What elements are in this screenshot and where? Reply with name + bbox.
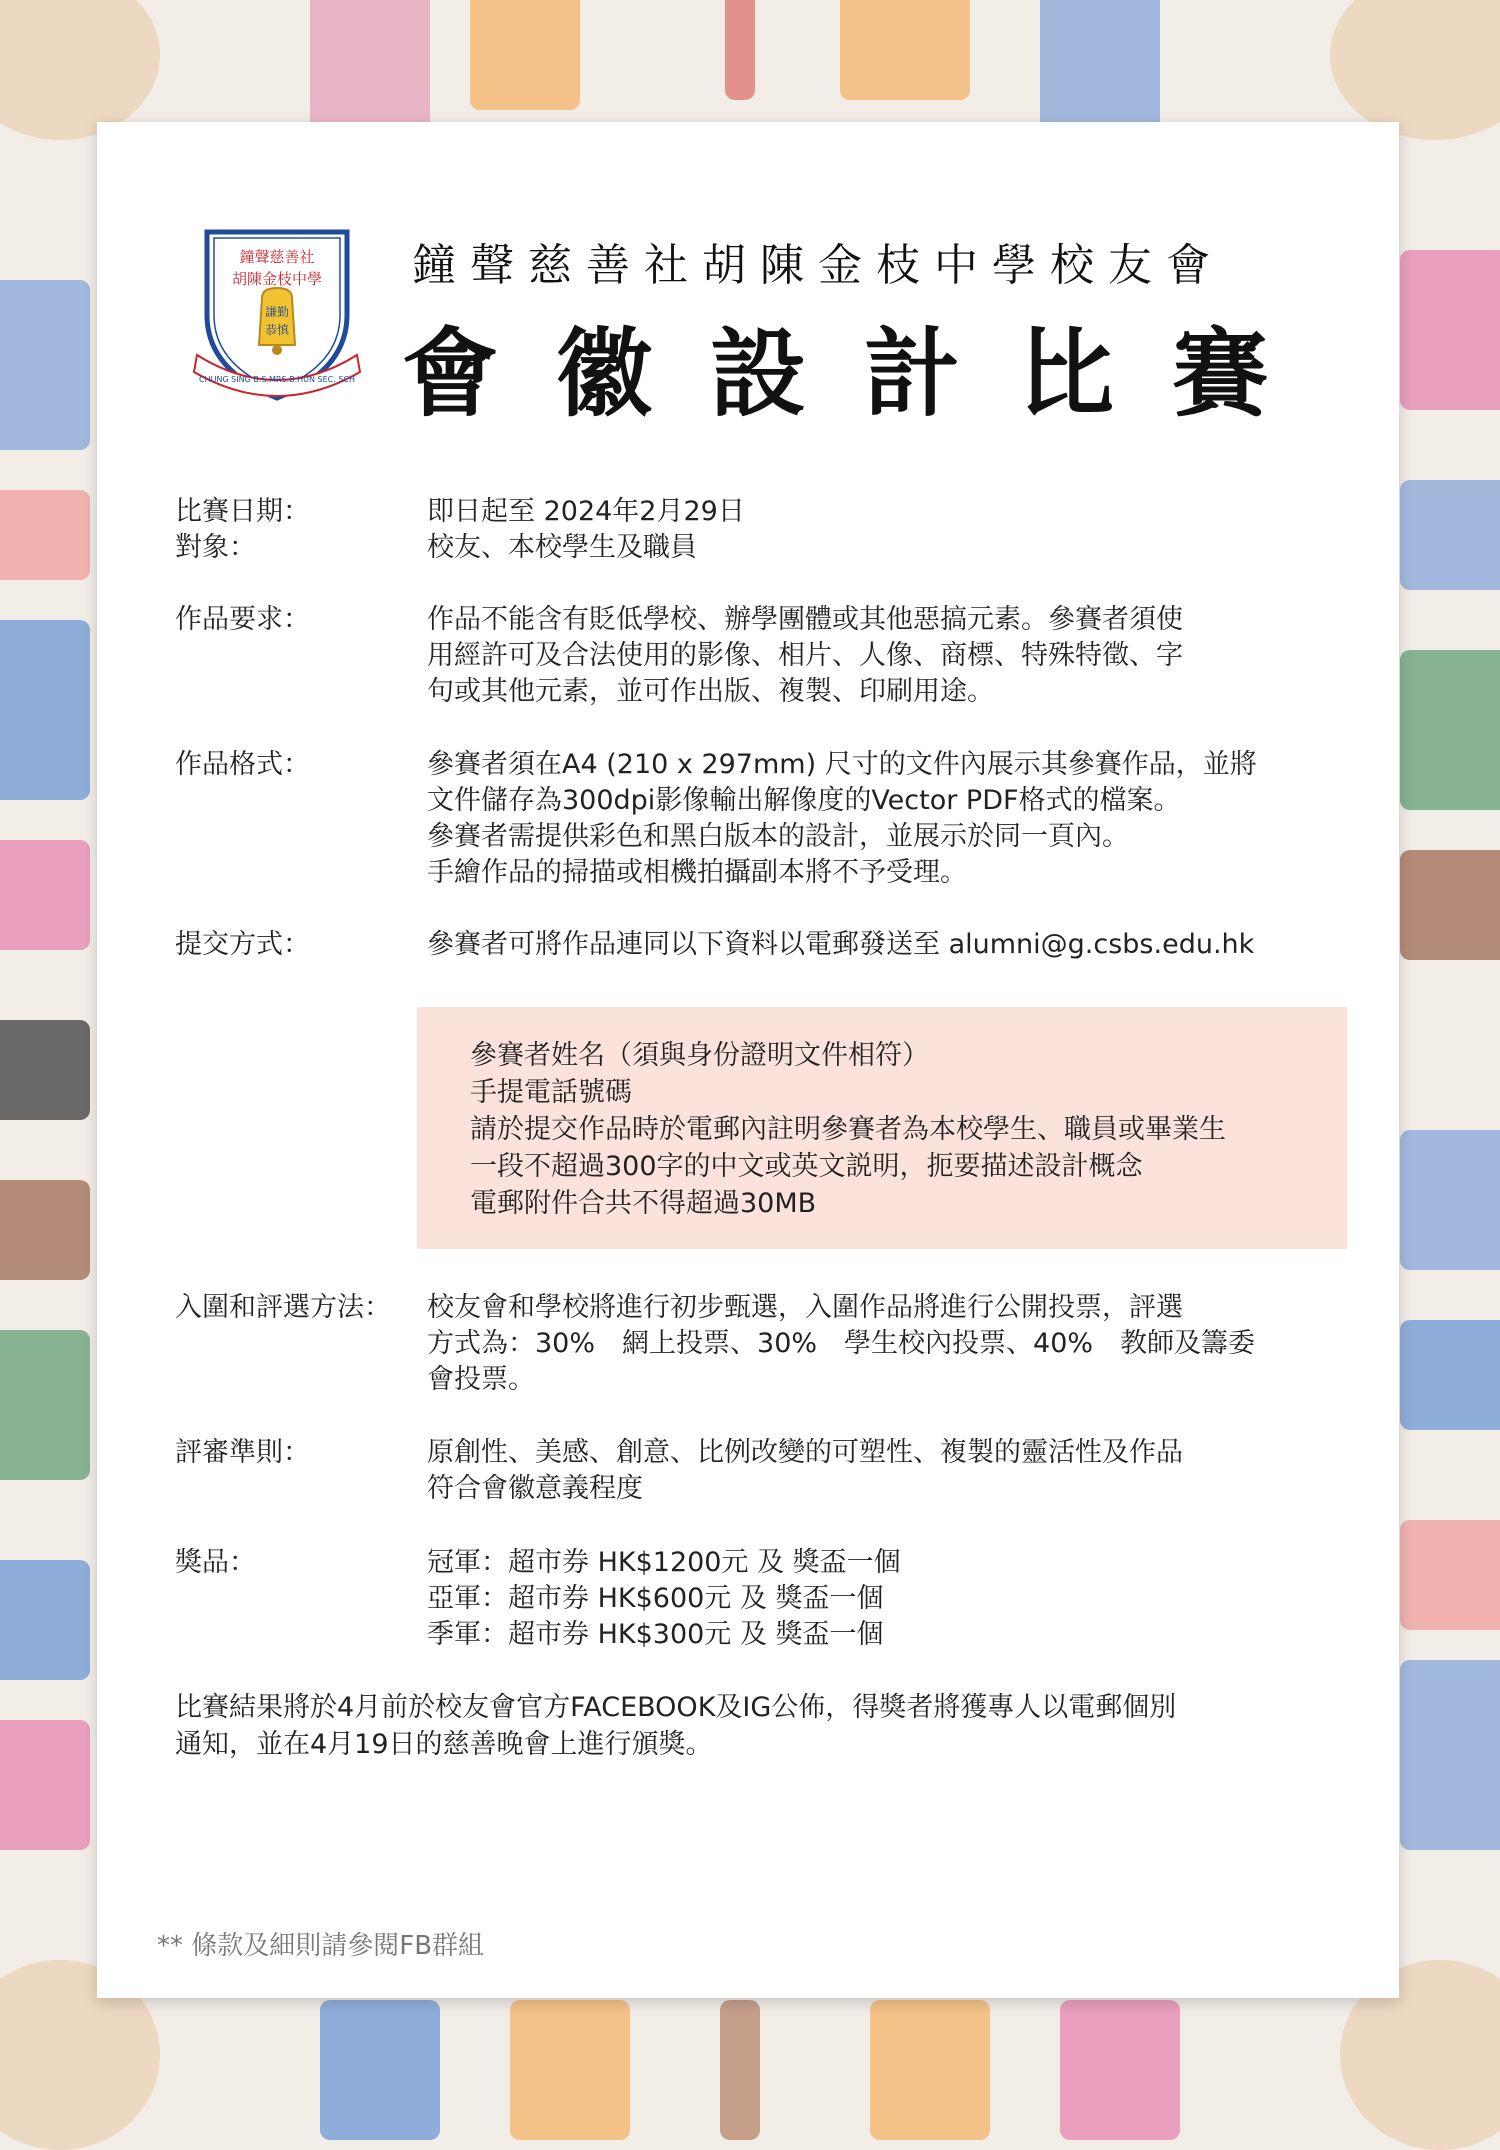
date-value: 即日起至 2024年2月29日 — [427, 496, 745, 527]
criteria-text: 原創性、美感、創意、比例改變的可塑性、複製的靈活性及作品 符合會徽意義程度 — [427, 1437, 1183, 1504]
list-item: 一段不超過300字的中文或英文説明，扼要描述設計概念 — [470, 1151, 1143, 1182]
logo-motto-2: 恭慎 — [264, 323, 290, 337]
list-item: 手提電話號碼 — [470, 1077, 632, 1108]
organizer-subtitle: 鐘聲慈善社胡陳金枝中學校友會 — [412, 240, 1224, 291]
submission-label: 提交方式： — [175, 929, 310, 960]
list-item: 請於提交作品時於電郵內註明參賽者為本校學生、職員或畢業生 — [470, 1114, 1226, 1145]
prize-champion: 冠軍：超市券 HK$1200元 及 獎盃一個 — [427, 1547, 901, 1578]
criteria-label: 評審準則： — [175, 1437, 310, 1468]
prize-third: 季軍：超市券 HK$300元 及 獎盃一個 — [427, 1619, 884, 1650]
list-item: 電郵附件合共不得超過30MB — [470, 1188, 817, 1219]
target-value: 校友、本校學生及職員 — [427, 532, 697, 563]
terms-footnote: ** 條款及細則請參閱FB群組 — [157, 1931, 485, 1961]
submission-items-box — [417, 1007, 1347, 1249]
submission-text: 參賽者可將作品連同以下資料以電郵發送至 alumni@g.csbs.edu.hk — [427, 929, 1255, 960]
poster-paper — [97, 122, 1399, 1998]
selection-label: 入圍和評選方法： — [175, 1292, 391, 1323]
logo-ribbon-text: CHUNG SING B.S.MRS.B.HUN SEC. SCH — [199, 375, 355, 384]
list-item: 參賽者姓名（須與身份證明文件相符） — [470, 1040, 929, 1071]
format-label: 作品格式： — [175, 749, 310, 780]
logo-name-bottom: 胡陳金枝中學 — [231, 270, 323, 288]
target-label: 對象： — [175, 532, 256, 563]
format-text: 參賽者須在A4 (210 x 297mm) 尺寸的文件內展示其參賽作品，並將 文件儲存為300dpi影像輸出解像度的Vector PDF格式的檔案。 參賽者需提供彩色和黑白版本的設計，並展示於同一頁內。 手繪作品的掃描或相機拍攝副本將不予受理。 — [427, 749, 1257, 888]
selection-text: 校友會和學校將進行初步甄選，入圍作品將進行公開投票，評選 方式為：30% 網上投票、30% 學生校內投票、40% 教師及籌委 會投票。 — [427, 1292, 1256, 1395]
prizes-text — [427, 1545, 1347, 1653]
prize-runner-up: 亞軍：超市券 HK$600元 及 獎盃一個 — [427, 1583, 884, 1614]
prizes-label: 獎品： — [175, 1547, 256, 1578]
school-logo-icon — [192, 220, 362, 405]
logo-motto-1: 謙勤 — [264, 305, 290, 319]
requirements-text: 作品不能含有貶低學校、辦學團體或其他惡搞元素。參賽者須使 用經許可及合法使用的影像、相片、人像、商標、特殊特徵、字 句或其他元素，並可作出版、複製、印刷用途。 — [427, 604, 1183, 707]
result-announcement: 比賽結果將於4月前於校友會官方FACEBOOK及IG公佈，得獎者將獲專人以電郵個別 通知，並在4月19日的慈善晚會上進行頒獎。 — [175, 1692, 1177, 1760]
date-label: 比賽日期： — [175, 496, 310, 527]
logo-name-top: 鐘聲慈善社 — [239, 248, 315, 266]
page-title: 會徽設計比賽 — [402, 318, 1326, 430]
submission-items-list — [470, 1037, 1226, 1222]
requirements-label: 作品要求： — [175, 604, 310, 635]
